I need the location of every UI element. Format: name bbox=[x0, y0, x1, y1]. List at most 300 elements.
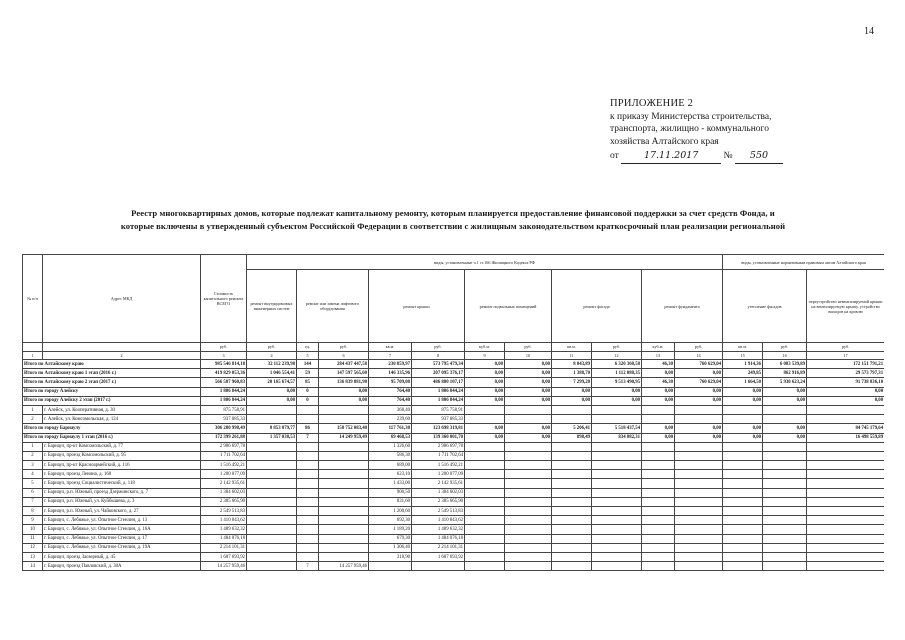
header-total-cost: Стоимость капитального ремонта ВСЕГО bbox=[201, 255, 247, 343]
row-address: г. Барнаул, с. Лебяжье, ул. Опытное Стенлин, д. 17 bbox=[43, 534, 201, 543]
appendix-title: ПРИЛОЖЕНИЕ 2 bbox=[610, 98, 694, 109]
table-row bbox=[23, 488, 885, 497]
row-value: 146 335,96 bbox=[369, 369, 412, 378]
row-value bbox=[807, 442, 884, 451]
row-value bbox=[807, 534, 884, 543]
row-value bbox=[505, 488, 552, 497]
row-value: 0,00 bbox=[247, 387, 297, 396]
row-value bbox=[297, 442, 319, 451]
row-value: 566 587 960,83 bbox=[201, 378, 247, 387]
row-value: 937 085,33 bbox=[201, 415, 247, 424]
row-number: 13 bbox=[23, 552, 43, 561]
row-value bbox=[297, 525, 319, 534]
row-value bbox=[642, 461, 675, 470]
row-value: 586,30 bbox=[369, 451, 412, 460]
row-value: 0,00 bbox=[675, 396, 723, 405]
row-value bbox=[552, 543, 592, 552]
row-value bbox=[552, 562, 592, 571]
row-value: 0,00 bbox=[465, 387, 505, 396]
row-value: 0,00 bbox=[465, 396, 505, 405]
row-value bbox=[763, 479, 807, 488]
row-value: 1 410 843,62 bbox=[412, 516, 465, 525]
row-value: 2 214 101,31 bbox=[201, 543, 247, 552]
row-value: 136 839 881,98 bbox=[319, 378, 369, 387]
row-value: 91 738 836,10 bbox=[807, 378, 884, 387]
row-value bbox=[552, 461, 592, 470]
row-value bbox=[723, 534, 763, 543]
row-address: г. Барнаул, р.п. Южный, ул. Куйбышева, д. 3 bbox=[43, 497, 201, 506]
column-number-cell: 13 bbox=[642, 351, 675, 360]
column-number-cell: 1 bbox=[23, 351, 43, 360]
row-value: 284 437 447,58 bbox=[319, 360, 369, 369]
row-value bbox=[369, 562, 412, 571]
row-summary-label: Итого по Алтайскому краю 1 этап (2016 г.) bbox=[23, 369, 201, 378]
row-summary-label: Итого по Алтайскому краю bbox=[23, 360, 201, 369]
row-summary-label: Итого по Алтайскому краю 2 этап (2017 г.) bbox=[23, 378, 201, 387]
row-value bbox=[297, 461, 319, 470]
row-value bbox=[552, 534, 592, 543]
row-value bbox=[505, 479, 552, 488]
row-value bbox=[642, 562, 675, 571]
row-value: 1 189,20 bbox=[369, 525, 412, 534]
row-value bbox=[247, 543, 297, 552]
row-value bbox=[465, 562, 505, 571]
row-value: 0,00 bbox=[675, 424, 723, 433]
column-number-cell: 10 bbox=[505, 351, 552, 360]
row-value bbox=[319, 461, 369, 470]
row-value: 0,00 bbox=[505, 360, 552, 369]
row-number: 7 bbox=[23, 497, 43, 506]
order-date: 17.11.2017 bbox=[621, 150, 721, 164]
row-value bbox=[763, 562, 807, 571]
row-value bbox=[642, 415, 675, 424]
order-number: 550 bbox=[735, 150, 783, 164]
row-value bbox=[592, 516, 642, 525]
row-value: 0,00 bbox=[807, 396, 884, 405]
table-row bbox=[23, 405, 885, 414]
row-value bbox=[319, 451, 369, 460]
row-value: 95 709,00 bbox=[369, 378, 412, 387]
row-value bbox=[465, 552, 505, 561]
row-value: 7 bbox=[297, 433, 319, 442]
row-value: 834 882,31 bbox=[592, 433, 642, 442]
row-value: 0,00 bbox=[319, 387, 369, 396]
summary-row bbox=[23, 433, 885, 442]
row-value: 0,00 bbox=[505, 387, 552, 396]
row-value: 900,50 bbox=[369, 488, 412, 497]
unit-cell: руб. bbox=[675, 343, 723, 352]
row-value: 0,00 bbox=[723, 396, 763, 405]
row-value bbox=[675, 543, 723, 552]
row-value bbox=[319, 442, 369, 451]
row-value bbox=[465, 534, 505, 543]
row-value bbox=[297, 552, 319, 561]
row-value bbox=[247, 488, 297, 497]
row-value bbox=[552, 507, 592, 516]
row-number: 6 bbox=[23, 488, 43, 497]
row-value: 249,85 bbox=[723, 369, 763, 378]
row-value: 1 711 702,64 bbox=[412, 451, 465, 460]
header-basement: ремонт подвальных помещений bbox=[465, 270, 552, 343]
row-value: 5 930 623,24 bbox=[763, 378, 807, 387]
row-value bbox=[297, 405, 319, 414]
row-address: г. Барнаул, проезд Ленина, д. 160 bbox=[43, 470, 201, 479]
row-value bbox=[505, 543, 552, 552]
row-value: 679,30 bbox=[369, 534, 412, 543]
row-value: 1 806 844,24 bbox=[201, 396, 247, 405]
row-value bbox=[642, 516, 675, 525]
row-value: 623,10 bbox=[369, 470, 412, 479]
table-row bbox=[23, 451, 885, 460]
row-value: 0,00 bbox=[723, 433, 763, 442]
row-value bbox=[297, 516, 319, 525]
row-value: 158 752 083,40 bbox=[319, 424, 369, 433]
row-value: 32 112 239,98 bbox=[247, 360, 297, 369]
unit-cell: руб. bbox=[807, 343, 884, 352]
row-value: 0,00 bbox=[465, 378, 505, 387]
units-row bbox=[23, 343, 885, 352]
row-value bbox=[297, 415, 319, 424]
row-value bbox=[592, 415, 642, 424]
row-value bbox=[297, 497, 319, 506]
table-row bbox=[23, 525, 885, 534]
row-value: 14 257 959,46 bbox=[201, 562, 247, 571]
row-value bbox=[763, 405, 807, 414]
row-value: 6 083 539,89 bbox=[763, 360, 807, 369]
row-summary-label: Итого по городу Барнаулу 1 этап (2016 г.) bbox=[23, 433, 201, 442]
row-value bbox=[763, 543, 807, 552]
row-value bbox=[552, 488, 592, 497]
header-address: Адрес МКД bbox=[43, 255, 201, 343]
row-address: г. Барнаул, проезд Социалистический, д. 118 bbox=[43, 479, 201, 488]
row-value: 1 326,60 bbox=[369, 442, 412, 451]
row-value: 9 513 490,95 bbox=[592, 378, 642, 387]
row-number: 12 bbox=[23, 543, 43, 552]
row-value: 1 112 080,35 bbox=[592, 369, 642, 378]
row-value: 875 758,91 bbox=[412, 405, 465, 414]
row-value: 7 bbox=[297, 562, 319, 571]
row-value bbox=[552, 479, 592, 488]
row-value: 2 142 935,61 bbox=[412, 479, 465, 488]
row-value bbox=[592, 562, 642, 571]
column-number-cell: 12 bbox=[592, 351, 642, 360]
row-address: г. Барнаул, проезд Заозерный, д. 45 bbox=[43, 552, 201, 561]
row-number: 1 bbox=[23, 405, 43, 414]
row-value bbox=[723, 525, 763, 534]
header-group-fund: виды, установленные ч.1 ст.166 Жилищного Кодекса РФ bbox=[247, 255, 723, 270]
row-address: г. Барнаул, пр-кт Комсомольский, д. 77 bbox=[43, 442, 201, 451]
row-value: 172 399 261,88 bbox=[201, 433, 247, 442]
row-address: г. Барнаул, с. Лебяжье, ул. Опытное Стенлин, д. 19А bbox=[43, 543, 201, 552]
row-value bbox=[642, 534, 675, 543]
row-value bbox=[297, 488, 319, 497]
row-value bbox=[675, 534, 723, 543]
row-value: 1 489 632,32 bbox=[412, 525, 465, 534]
row-value: 1 711 702,64 bbox=[201, 451, 247, 460]
row-value bbox=[642, 488, 675, 497]
row-value: 306 280 998,49 bbox=[201, 424, 247, 433]
row-value bbox=[642, 525, 675, 534]
unit-cell: куб.м. bbox=[465, 343, 505, 352]
row-value bbox=[465, 442, 505, 451]
row-address: г. Алейск, ул. Комсомольская, д. 124 bbox=[43, 415, 201, 424]
row-value bbox=[723, 562, 763, 571]
row-value: 7 299,20 bbox=[552, 378, 592, 387]
row-value bbox=[642, 470, 675, 479]
row-value: 689,00 bbox=[369, 461, 412, 470]
row-value bbox=[297, 479, 319, 488]
row-value bbox=[675, 451, 723, 460]
row-address: г. Барнаул, пр-кт Красноармейский, д. 116 bbox=[43, 461, 201, 470]
row-value bbox=[552, 525, 592, 534]
unit-cell: руб. bbox=[505, 343, 552, 352]
row-value: 6 320 360,58 bbox=[592, 360, 642, 369]
row-value bbox=[723, 552, 763, 561]
row-value bbox=[675, 552, 723, 561]
row-value bbox=[465, 543, 505, 552]
row-value bbox=[465, 415, 505, 424]
row-value bbox=[763, 507, 807, 516]
row-value: 0,00 bbox=[552, 396, 592, 405]
row-value: 1 200 077,09 bbox=[201, 470, 247, 479]
table-row bbox=[23, 470, 885, 479]
row-value: 0,00 bbox=[675, 369, 723, 378]
table-row bbox=[23, 543, 885, 552]
row-value bbox=[319, 497, 369, 506]
units-empty bbox=[23, 343, 43, 352]
row-value bbox=[675, 479, 723, 488]
row-address: г. Алейск, ул. Кооперативная, д. 30 bbox=[43, 405, 201, 414]
row-value: 0,00 bbox=[723, 424, 763, 433]
row-value bbox=[675, 507, 723, 516]
row-value bbox=[807, 497, 884, 506]
row-value: 1 687 693,92 bbox=[412, 552, 465, 561]
row-value bbox=[675, 562, 723, 571]
row-value bbox=[723, 543, 763, 552]
row-value bbox=[642, 442, 675, 451]
row-value bbox=[319, 470, 369, 479]
row-number: 5 bbox=[23, 479, 43, 488]
row-value bbox=[592, 534, 642, 543]
row-value bbox=[675, 405, 723, 414]
row-value bbox=[807, 451, 884, 460]
row-value: 486 880 107,17 bbox=[412, 378, 465, 387]
row-value bbox=[592, 525, 642, 534]
row-value: 0,00 bbox=[552, 387, 592, 396]
row-value: 368,40 bbox=[369, 405, 412, 414]
row-value bbox=[505, 497, 552, 506]
row-value bbox=[807, 543, 884, 552]
row-value: 29 573 797,31 bbox=[807, 369, 884, 378]
row-summary-label: Итого по городу Алейску bbox=[23, 387, 201, 396]
row-address: г. Барнаул, проезд Павловский, д. 30А bbox=[43, 562, 201, 571]
row-value bbox=[807, 516, 884, 525]
row-value bbox=[675, 442, 723, 451]
summary-row bbox=[23, 396, 885, 405]
row-value bbox=[465, 525, 505, 534]
row-value bbox=[723, 470, 763, 479]
column-number-cell: 9 bbox=[465, 351, 505, 360]
register-table-wrap bbox=[22, 254, 884, 640]
summary-row bbox=[23, 360, 885, 369]
row-value bbox=[247, 534, 297, 543]
row-value bbox=[807, 415, 884, 424]
row-value bbox=[319, 552, 369, 561]
row-value bbox=[675, 516, 723, 525]
row-value bbox=[763, 525, 807, 534]
row-value: 117 761,30 bbox=[369, 424, 412, 433]
row-value: 875 758,91 bbox=[201, 405, 247, 414]
row-value: 0,00 bbox=[465, 369, 505, 378]
row-value: 207 095 376,17 bbox=[412, 369, 465, 378]
header-roof: ремонт крыши bbox=[369, 270, 465, 343]
row-value bbox=[807, 562, 884, 571]
appendix-line: к приказу Министерства строительства, bbox=[610, 111, 772, 122]
row-value bbox=[675, 470, 723, 479]
row-value bbox=[723, 461, 763, 470]
row-value: 0,00 bbox=[763, 424, 807, 433]
row-value: 692,30 bbox=[369, 516, 412, 525]
row-number: 2 bbox=[23, 415, 43, 424]
row-value bbox=[412, 562, 465, 571]
row-value bbox=[723, 415, 763, 424]
row-value bbox=[465, 461, 505, 470]
row-value bbox=[807, 488, 884, 497]
row-value bbox=[552, 552, 592, 561]
row-number: 8 bbox=[23, 507, 43, 516]
table-row bbox=[23, 461, 885, 470]
row-value: 0,00 bbox=[763, 396, 807, 405]
row-value bbox=[763, 552, 807, 561]
row-value: 0,00 bbox=[505, 369, 552, 378]
row-value bbox=[642, 552, 675, 561]
row-value: 84 745 179,64 bbox=[807, 424, 884, 433]
table-row bbox=[23, 534, 885, 543]
row-value: 1 306,40 bbox=[369, 543, 412, 552]
row-value: 1 200,60 bbox=[369, 507, 412, 516]
row-value: 2 986 697,78 bbox=[201, 442, 247, 451]
row-value: 0,00 bbox=[675, 433, 723, 442]
row-value bbox=[642, 451, 675, 460]
row-value bbox=[465, 507, 505, 516]
row-value: 1 384 602,03 bbox=[201, 488, 247, 497]
row-value bbox=[319, 488, 369, 497]
row-number: 4 bbox=[23, 470, 43, 479]
row-value: 1 489 632,32 bbox=[201, 525, 247, 534]
row-value bbox=[247, 552, 297, 561]
unit-cell: руб. bbox=[247, 343, 297, 352]
row-value: 1 806 844,24 bbox=[412, 396, 465, 405]
units-empty bbox=[43, 343, 201, 352]
row-value: 1 516 492,21 bbox=[412, 461, 465, 470]
row-value bbox=[505, 461, 552, 470]
row-number: 9 bbox=[23, 516, 43, 525]
row-value bbox=[642, 497, 675, 506]
row-value bbox=[723, 479, 763, 488]
row-value: 898,49 bbox=[552, 433, 592, 442]
row-value: 419 829 053,36 bbox=[201, 369, 247, 378]
row-value: 239,60 bbox=[369, 415, 412, 424]
row-value bbox=[319, 507, 369, 516]
row-value: 0,00 bbox=[247, 396, 297, 405]
row-value: 2 549 513,83 bbox=[412, 507, 465, 516]
unit-cell: руб. bbox=[319, 343, 369, 352]
row-value: 764,40 bbox=[369, 396, 412, 405]
row-value bbox=[297, 534, 319, 543]
row-value: 0,00 bbox=[807, 387, 884, 396]
row-value: 86 bbox=[297, 424, 319, 433]
row-value bbox=[763, 497, 807, 506]
table-row bbox=[23, 552, 885, 561]
row-value: 0,00 bbox=[592, 387, 642, 396]
column-number-cell: 6 bbox=[319, 351, 369, 360]
row-value bbox=[552, 415, 592, 424]
row-value bbox=[723, 405, 763, 414]
row-value bbox=[319, 543, 369, 552]
row-value bbox=[319, 525, 369, 534]
row-value bbox=[592, 488, 642, 497]
summary-row bbox=[23, 378, 885, 387]
table-row bbox=[23, 497, 885, 506]
row-value bbox=[723, 516, 763, 525]
row-value: 0,00 bbox=[505, 396, 552, 405]
row-number: 14 bbox=[23, 562, 43, 571]
summary-row bbox=[23, 387, 885, 396]
row-value bbox=[505, 451, 552, 460]
row-value: 0,00 bbox=[642, 433, 675, 442]
row-value: 831,60 bbox=[369, 497, 412, 506]
row-value bbox=[552, 470, 592, 479]
row-value: 230 859,97 bbox=[369, 360, 412, 369]
row-value: 0,00 bbox=[465, 424, 505, 433]
row-value bbox=[642, 507, 675, 516]
table-row bbox=[23, 562, 885, 571]
row-value bbox=[247, 507, 297, 516]
row-value bbox=[505, 525, 552, 534]
header-facade: ремонт фасада bbox=[552, 270, 642, 343]
row-value bbox=[465, 497, 505, 506]
unit-cell: руб. bbox=[763, 343, 807, 352]
header-foundation: ремонт фундамента bbox=[642, 270, 723, 343]
row-value: 1 357 038,53 bbox=[247, 433, 297, 442]
row-value: 318,90 bbox=[369, 552, 412, 561]
row-value: 8 043,89 bbox=[552, 360, 592, 369]
row-value: 0,00 bbox=[675, 387, 723, 396]
row-value bbox=[807, 479, 884, 488]
row-value bbox=[247, 405, 297, 414]
row-value: 2 142 935,61 bbox=[201, 479, 247, 488]
row-value: 862 916,89 bbox=[763, 369, 807, 378]
row-value: 69 468,53 bbox=[369, 433, 412, 442]
row-value bbox=[763, 470, 807, 479]
row-value: 139 360 001,70 bbox=[412, 433, 465, 442]
row-value: 59 bbox=[297, 369, 319, 378]
column-number-cell: 16 bbox=[763, 351, 807, 360]
row-value bbox=[592, 461, 642, 470]
column-number-cell: 17 bbox=[807, 351, 884, 360]
row-value bbox=[592, 479, 642, 488]
row-value: 760 629,04 bbox=[675, 360, 723, 369]
row-value: 1 687 693,92 bbox=[201, 552, 247, 561]
row-value: 2 986 697,78 bbox=[412, 442, 465, 451]
table-row bbox=[23, 507, 885, 516]
header-engineering: ремонт внутридомовых инженерных систем bbox=[247, 270, 297, 343]
row-number: 2 bbox=[23, 451, 43, 460]
row-value: 1 200 077,09 bbox=[412, 470, 465, 479]
row-value: 1 484 076,18 bbox=[412, 534, 465, 543]
table-row bbox=[23, 442, 885, 451]
row-address: г. Барнаул, с. Лебяжье, ул. Опытное Стенлин, д. 13 bbox=[43, 516, 201, 525]
